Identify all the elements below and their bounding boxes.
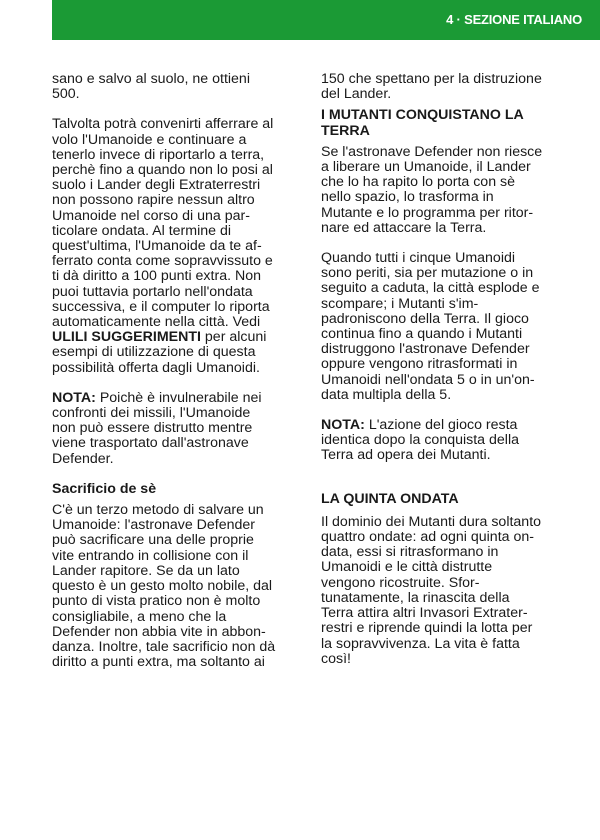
- text-line: C'è un terzo metodo di salvare un: [52, 502, 264, 519]
- text-line: consigliabile, a meno che la: [52, 608, 227, 625]
- text-line: oppure vengono ritrasformati in: [321, 356, 518, 373]
- text-line: continua fino a quando i Mutanti: [321, 326, 523, 343]
- text-line: Terra ad opera dei Mutanti.: [321, 447, 491, 464]
- heading: LA QUINTA ONDATA: [321, 490, 459, 507]
- text-line: automaticamente nella città. Vedi: [52, 314, 261, 331]
- text-line: 150 che spettano per la distruzione: [321, 71, 542, 87]
- paragraph: [52, 503, 292, 670]
- text-line: vite entrando in collisione con il: [52, 547, 249, 564]
- text-line: Il dominio dei Mutanti dura soltanto: [321, 513, 542, 530]
- heading: [321, 108, 561, 138]
- bold-reference: ULILI SUGGERIMENTI: [52, 329, 201, 346]
- text-line: non possono rapire nessun altro: [52, 192, 255, 209]
- text-line: così!: [321, 650, 351, 667]
- text-line: scompare; i Mutanti s'im-: [321, 295, 479, 312]
- text-line: ticolare ondata. Al termine di: [52, 222, 232, 239]
- note-paragraph: NOTA: L'azione del gioco resta identica dopo la conquista della Terra ad opera dei Mutanti.: [321, 418, 561, 464]
- text-line: quest'ultima, l'Umanoide da te af-: [52, 238, 262, 255]
- text-line: Defender non abbia vite in abbon-: [52, 623, 266, 640]
- text-line: perchè fino a quando non lo posi al: [52, 162, 273, 179]
- text-line: data, essi si ritrasformano in: [321, 544, 499, 561]
- text-line: identica dopo la conquista della: [321, 432, 519, 449]
- text-line: confronti dei missili, l'Umanoide: [52, 405, 251, 422]
- text-line: questo è un gesto molto nobile, dal: [52, 578, 273, 595]
- paragraph: [52, 72, 292, 102]
- text-line: 500.: [52, 86, 80, 103]
- right-column: [321, 72, 561, 682]
- text-line: la sopravvivenza. La vita è fatta: [321, 635, 520, 652]
- text-line: può sacrificare una delle proprie: [52, 532, 254, 549]
- text-line: diritto a punti extra, ma soltanto ai: [52, 654, 265, 671]
- text-line: puoi tuttavia portarlo nell'ondata: [52, 283, 253, 300]
- text-line: seguito a caduta, la città esplode e: [321, 280, 540, 297]
- paragraph: [321, 145, 561, 236]
- text-line: quattro ondate: ad ogni quinta on-: [321, 529, 534, 546]
- text-line: suolo i Lander degli Extraterrestri: [52, 177, 261, 194]
- text-line: ti dà diritto a 100 punti extra. Non: [52, 268, 261, 285]
- text-line: Umanoidi nell'ondata 5 o in un'on-: [321, 371, 535, 388]
- text-line: possibilità offerta dagli Umanoidi.: [52, 359, 260, 376]
- text-line: Talvolta potrà convenirti afferrare al: [52, 116, 274, 133]
- text-line: Umanoide: l'astronave Defender: [52, 517, 256, 534]
- section-header-bar: [52, 0, 600, 40]
- text-line: Lander rapitore. Se da un lato: [52, 562, 240, 579]
- text-line: Quando tutti i cinque Umanoidi: [321, 250, 516, 267]
- text-line: non può essere distrutto mentre: [52, 420, 253, 437]
- paragraph: Talvolta potrà convenirti afferrare al volo l'Umanoide e continuare a tenerlo invece di riportarlo a terra, perchè fino a quando non lo posi al suolo i Lander degli Extraterrestri non possono rapire nessun altro Umanoide nel corso di una par- ticolare ondata. Al termine di quest'ultima, l'Umanoide da te af- ferrato conta come sopravvissuto e ti dà diritto a 100 punti extra. Non puoi tuttavia portarlo nell'ondata successiva, e il computer lo riporta automaticamente nella città. Vedi ULILI SUGGERIMENTI per alcuni esempi di utilizzazione di questa possibilità offerta dagli Umanoidi.: [52, 117, 292, 375]
- text-line: che lo ha rapito lo porta con sè: [321, 174, 516, 191]
- text-line: Se l'astronave Defender non riesce: [321, 143, 543, 160]
- text-line: Terra attira altri Invasori Extrater-: [321, 605, 528, 622]
- text-line: TERRA: [321, 122, 370, 139]
- text-line: volo l'Umanoide e continuare a: [52, 131, 247, 148]
- text-line: danza. Inoltre, tale sacrificio non dà: [52, 638, 276, 655]
- text-line: padroniscono della Terra. Il gioco: [321, 310, 529, 327]
- text-line: Umanoide nel corso di una par-: [52, 207, 250, 224]
- text-line: successiva, e il computer lo riporta: [52, 298, 270, 315]
- left-column: [52, 72, 292, 685]
- paragraph: [321, 251, 561, 403]
- subheading: Sacrificio de sè: [52, 480, 157, 497]
- text-line: sono periti, sia per mutazione o in: [321, 265, 534, 282]
- note-label: NOTA:: [52, 389, 96, 406]
- section-title: 4 · SEZIONE ITALIANO: [446, 12, 582, 27]
- paragraph: [321, 72, 561, 102]
- text-line: restri e riprende quindi la lotta per: [321, 620, 533, 637]
- text-line: del Lander.: [321, 86, 392, 103]
- text-line: Mutante e lo programma per ritor-: [321, 204, 534, 221]
- text-line: punto di vista pratico non è molto: [52, 593, 261, 610]
- text-line: Umanoidi e le città distrutte: [321, 559, 493, 576]
- text-line: vengono ricostruite. Sfor-: [321, 574, 480, 591]
- text-line: Defender.: [52, 450, 114, 467]
- note-paragraph: NOTA: Poichè è invulnerabile nei confronti dei missili, l'Umanoide non può essere distrutto mentre viene trasportato dall'astronave Defender.: [52, 391, 292, 467]
- text-line: nare ed attaccare la Terra.: [321, 219, 487, 236]
- text-line: tunatamente, la rinascita della: [321, 589, 510, 606]
- paragraph: [321, 515, 561, 667]
- text-line: viene trasportato dall'astronave: [52, 435, 249, 452]
- text-line: a liberare un Umanoide, il Lander: [321, 159, 531, 176]
- text-line: distruggono l'astronave Defender: [321, 341, 530, 358]
- text-line: tenerlo invece di riportarlo a terra,: [52, 146, 265, 163]
- text-line: esempi di utilizzazione di questa: [52, 344, 256, 361]
- text-line: ferrato conta come sopravvissuto e: [52, 253, 273, 270]
- text-line: I MUTANTI CONQUISTANO LA: [321, 107, 524, 124]
- note-label: NOTA:: [321, 417, 365, 434]
- text-line: sano e salvo al suolo, ne ottieni: [52, 71, 250, 87]
- text-line: nello spazio, lo trasforma in: [321, 189, 494, 206]
- text-line: data multipla della 5.: [321, 386, 452, 403]
